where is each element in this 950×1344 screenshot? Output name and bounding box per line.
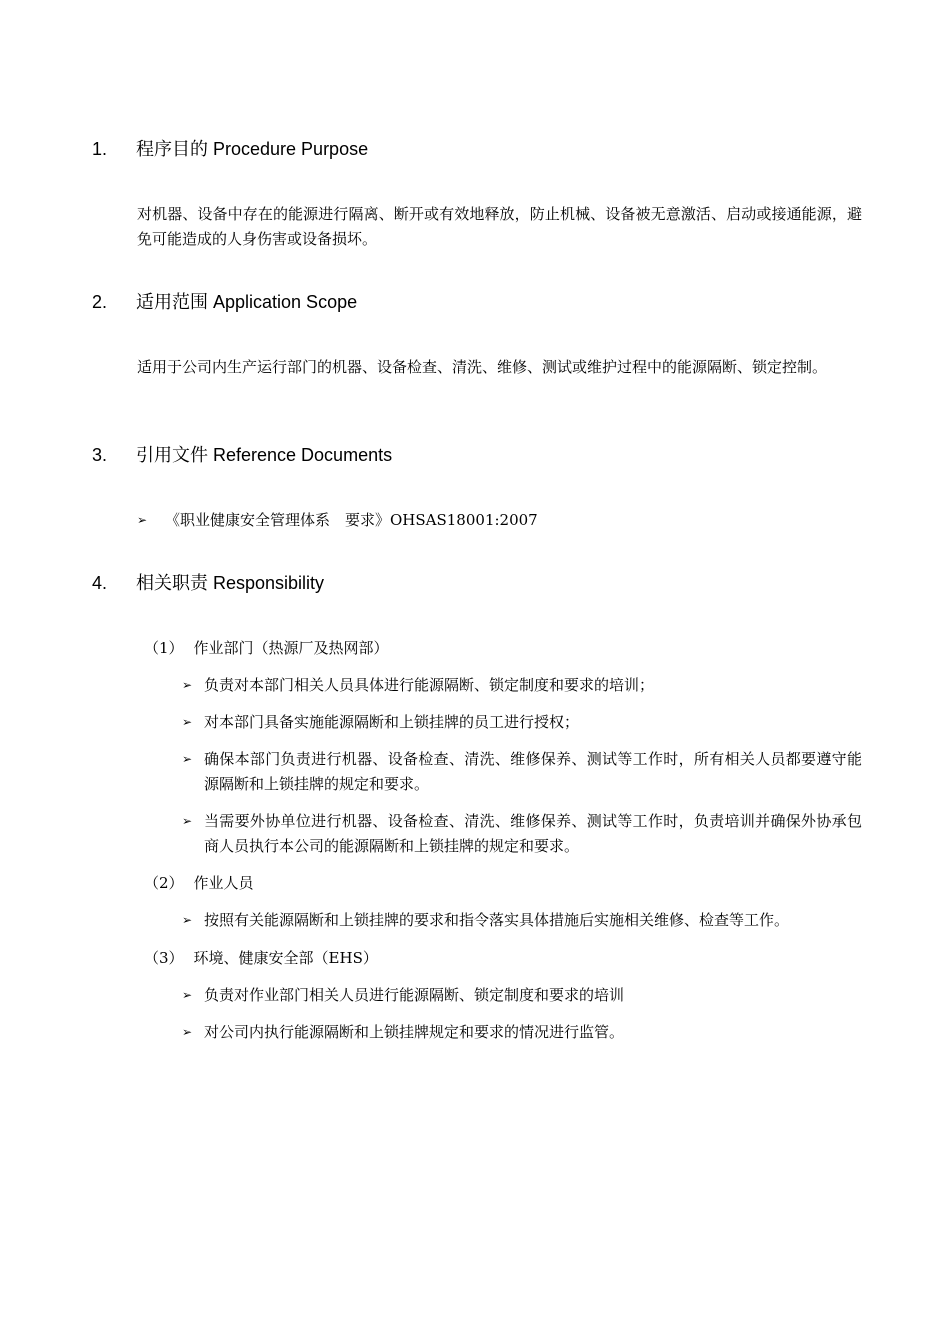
arrow-bullet-icon: ➢ bbox=[182, 814, 193, 828]
section-1-body: 对机器、设备中存在的能源进行隔离、断开或有效地释放，防止机械、设备被无意激活、启动或接通能源，避免可能造成的人身伤害或设备损坏。 bbox=[137, 205, 862, 248]
section-number: 4. bbox=[92, 573, 108, 593]
arrow-bullet-icon: ➢ bbox=[182, 1025, 193, 1039]
arrow-bullet-icon: ➢ bbox=[137, 513, 148, 527]
section-number: 3. bbox=[92, 445, 108, 465]
list-item bbox=[182, 908, 862, 933]
responsibility-group-heading bbox=[144, 872, 254, 894]
list-item-text: 负责对本部门相关人员具体进行能源隔断、锁定制度和要求的培训； bbox=[204, 676, 655, 694]
arrow-bullet-icon: ➢ bbox=[182, 715, 193, 729]
list-item-text: 负责对作业部门相关人员进行能源隔断、锁定制度和要求的培训 bbox=[204, 986, 625, 1004]
section-2-body: 适用于公司内生产运行部门的机器、设备检查、清洗、维修、测试或维护过程中的能源隔断、锁定控制。 bbox=[137, 358, 828, 376]
arrow-bullet-icon: ➢ bbox=[182, 913, 193, 927]
list-item-text: 当需要外协单位进行机器、设备检查、清洗、维修保养、测试等工作时，负责培训并确保外协承包商人员执行本公司的能源隔断和上锁挂牌的规定和要求。 bbox=[204, 812, 862, 855]
responsibility-group-heading bbox=[144, 947, 378, 969]
reference-text: 《职业健康安全管理体系 要求》OHSAS18001:2007 bbox=[165, 511, 538, 529]
group-title: 作业人员 bbox=[193, 874, 254, 892]
section-number: 2. bbox=[92, 292, 108, 312]
arrow-bullet-icon: ➢ bbox=[182, 678, 193, 692]
group-label: （1） bbox=[144, 639, 184, 657]
section-title: 相关职责 Responsibility bbox=[136, 573, 325, 593]
list-item-text: 对公司内执行能源隔断和上锁挂牌规定和要求的情况进行监管。 bbox=[204, 1023, 625, 1041]
list-item bbox=[182, 1020, 862, 1045]
group-title: 作业部门（热源厂及热网部） bbox=[193, 639, 389, 657]
group-label: （2） bbox=[144, 874, 184, 892]
responsibility-group-heading bbox=[144, 637, 389, 659]
list-item bbox=[182, 710, 862, 735]
arrow-bullet-icon: ➢ bbox=[182, 752, 193, 766]
group-label: （3） bbox=[144, 949, 184, 967]
section-title: 程序目的 Procedure Purpose bbox=[136, 139, 369, 159]
section-title: 适用范围 Application Scope bbox=[136, 292, 358, 312]
section-number: 1. bbox=[92, 139, 108, 159]
list-item bbox=[182, 983, 862, 1008]
section-title: 引用文件 Reference Documents bbox=[136, 445, 393, 465]
list-item bbox=[182, 747, 862, 797]
list-item-text: 对本部门具备实施能源隔断和上锁挂牌的员工进行授权； bbox=[204, 713, 580, 731]
list-item bbox=[182, 673, 862, 698]
list-item-text: 确保本部门负责进行机器、设备检查、清洗、维修保养、测试等工作时，所有相关人员都要遵守能源隔断和上锁挂牌的规定和要求。 bbox=[204, 750, 862, 793]
list-item bbox=[182, 809, 862, 859]
list-item-text: 按照有关能源隔断和上锁挂牌的要求和指令落实具体措施后实施相关维修、检查等工作。 bbox=[204, 911, 790, 929]
group-title: 环境、健康安全部（EHS） bbox=[193, 949, 378, 967]
arrow-bullet-icon: ➢ bbox=[182, 988, 193, 1002]
